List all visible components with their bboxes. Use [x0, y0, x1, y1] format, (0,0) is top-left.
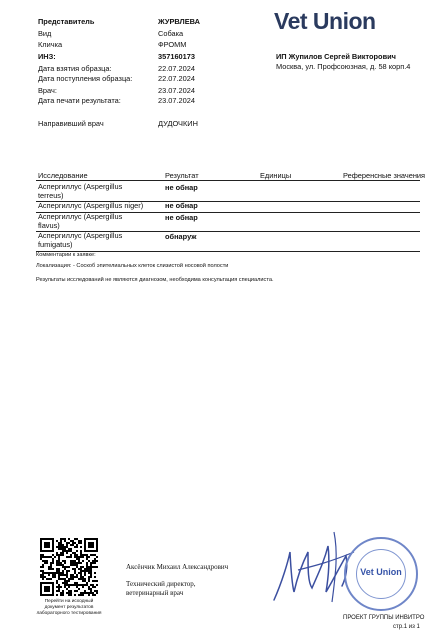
qr-caption	[30, 599, 108, 617]
test-name: terreus)	[38, 191, 64, 200]
patient-field-value: 357160173	[158, 52, 195, 61]
patient-field-value: 23.07.2024	[158, 96, 195, 105]
test-result: не обнар	[165, 201, 198, 210]
signer-title: ветеринарный врач	[126, 589, 184, 597]
col-header-result: Результат	[165, 171, 199, 180]
company-address: Москва, ул. Профсоюзная, д. 58 корп.4	[276, 62, 411, 71]
table-header-line	[36, 180, 420, 181]
test-result: не обнар	[165, 213, 198, 222]
qr-code[interactable]	[40, 538, 98, 596]
patient-field-value: Собака	[158, 29, 184, 38]
vet-union-logo: Vet Union	[274, 8, 376, 34]
patient-field-value: ЖУРВЛЕВА	[158, 17, 200, 26]
qr-caption-line: лабораторного тестирования	[36, 611, 102, 616]
patient-field-value: ФРОММ	[158, 40, 187, 49]
col-header-units: Единицы	[260, 171, 292, 180]
test-name: Аспергиллус (Aspergillus	[38, 182, 123, 191]
test-name: flavus)	[38, 221, 60, 230]
col-header-reference: Референсные значения	[343, 171, 426, 180]
signer-name: Аксёнчик Михаил Александрович	[126, 563, 229, 571]
page-number: стр.1 из 1	[393, 624, 420, 630]
comments-title: Комментарии к заявке:	[36, 252, 96, 258]
stamp-text: Vet Union	[360, 567, 402, 577]
col-header-test: Исследование	[38, 171, 88, 180]
patient-field-label: Дата печати результата:	[38, 96, 121, 105]
patient-field-value: 22.07.2024	[158, 74, 195, 83]
signer-title: Технический директор,	[126, 580, 196, 588]
patient-field-label: ИНЗ:	[38, 52, 56, 61]
company-stamp	[344, 537, 418, 611]
test-name: fumigatus)	[38, 240, 73, 249]
patient-field-label: Врач:	[38, 86, 57, 95]
comments-disclaimer: Результаты исследований не являются диагнозом, необходима консультация специалиста.	[36, 277, 274, 283]
project-label: ПРОЕКТ ГРУППЫ ИНВИТРО	[343, 615, 425, 621]
qr-caption-line: Перейти на исходный	[44, 599, 94, 604]
patient-field-label: Вид	[38, 29, 52, 38]
patient-field-value: 23.07.2024	[158, 86, 195, 95]
company-name: ИП Жупилов Сергей Викторович	[276, 52, 396, 61]
patient-field-value: 22.07.2024	[158, 64, 195, 73]
referring-doctor-value: ДУДОЧКИН	[158, 119, 198, 128]
test-name: Аспергиллус (Aspergillus	[38, 212, 123, 221]
patient-field-label: Представитель	[38, 17, 95, 26]
patient-field-label: Дата поступления образца:	[38, 74, 133, 83]
test-name: Аспергиллус (Aspergillus niger)	[38, 201, 144, 210]
comments-localization: Локализация: - Соскоб эпителиальных клеток слизистой носовой полости	[36, 263, 229, 269]
patient-field-label: Кличка	[38, 40, 63, 49]
test-name: Аспергиллус (Aspergillus	[38, 231, 123, 240]
test-result: не обнар	[165, 183, 198, 192]
patient-field-label: Дата взятия образца:	[38, 64, 112, 73]
test-result: обнаруж	[165, 232, 197, 241]
qr-caption-line: документ результатов	[44, 605, 94, 610]
referring-doctor-label: Направивший врач	[38, 119, 104, 128]
